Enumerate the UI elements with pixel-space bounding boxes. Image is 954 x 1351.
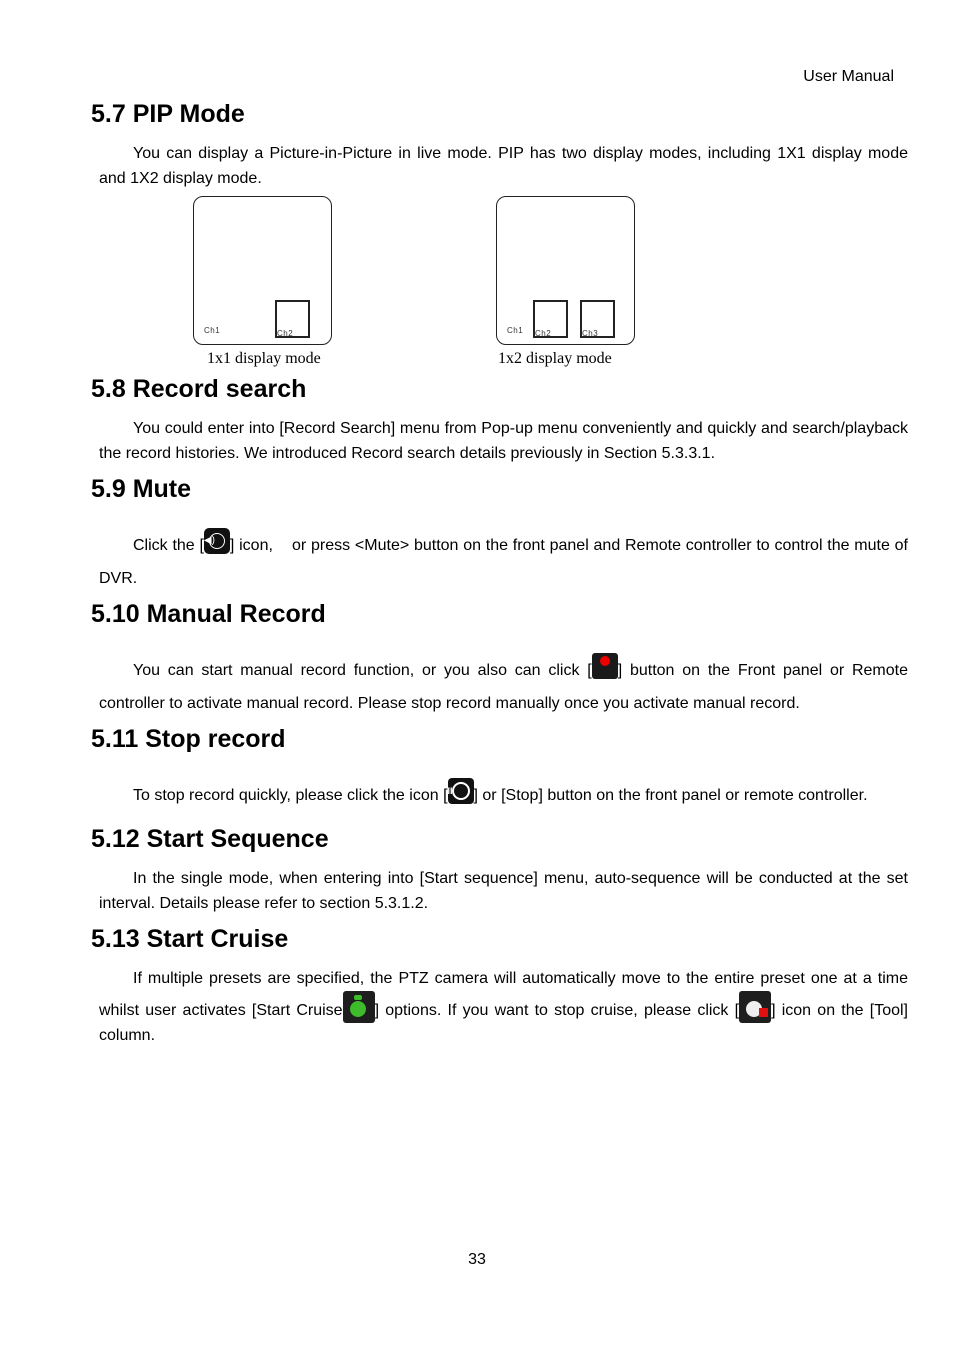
pip-window-ch2 <box>533 300 568 338</box>
pip-caption-1x1: 1x1 display mode <box>207 350 321 367</box>
pip-caption-1x2: 1x2 display mode <box>498 350 612 367</box>
pip-paragraph <box>99 141 908 191</box>
section-title-mute: 5.9 Mute <box>91 475 192 503</box>
manual-record-paragraph <box>99 653 908 720</box>
record-search-paragraph <box>99 416 908 466</box>
mute-paragraph <box>99 528 908 595</box>
section-title-record-search: 5.8 Record search <box>91 375 307 403</box>
stop-record-text-before: To stop record quickly, please click the icon [ <box>133 787 448 804</box>
stop-record-text-after: ] or [Stop] button on the front panel or remote controller. <box>473 787 868 804</box>
manual-record-text-after: ] button on the Front panel or Remote controller to activate manual record. Please stop record manually once you activate manual record. <box>99 662 909 712</box>
mute-text-after: ] icon, or press <Mute> button on the front panel and Remote controller to control the mute of DVR. <box>99 537 908 587</box>
start-sequence-paragraph <box>99 866 908 916</box>
running-header: User Manual <box>803 68 894 85</box>
cruise-stop-icon <box>739 991 771 1023</box>
ch3-label: Ch3 <box>582 329 599 338</box>
page-number: 33 <box>468 1251 486 1268</box>
pip-window-ch2 <box>275 300 310 338</box>
start-sequence-text: In the single mode, when entering into [Start sequence] menu, auto-sequence will be conducted at the set interval. Details please refer to section 5.3.1.2. <box>99 870 908 912</box>
record-icon <box>591 653 618 687</box>
manual-record-text-before: You can start manual record function, or you also can click [ <box>133 662 592 679</box>
section-title-pip: 5.7 PIP Mode <box>91 100 245 128</box>
start-cruise-text-3: ] icon on the [Tool] column. <box>99 1002 908 1044</box>
mute-text-before: Click the [ <box>133 537 204 554</box>
ch1-label: Ch1 <box>507 326 524 335</box>
record-search-text: You could enter into [Record Search] menu from Pop-up menu conveniently and quickly and search/playback the record histories. We introduced Record search details previously in Section 5.3.3.1. <box>99 420 908 462</box>
pip-diagram-1x1 <box>193 196 332 345</box>
pause-icon: II <box>448 778 474 804</box>
speaker-icon: ◀) <box>204 528 230 554</box>
section-title-start-sequence: 5.12 Start Sequence <box>91 825 329 853</box>
section-title-manual-record: 5.10 Manual Record <box>91 600 326 628</box>
section-title-start-cruise: 5.13 Start Cruise <box>91 925 289 953</box>
pip-window-ch3 <box>580 300 615 338</box>
ch1-label: Ch1 <box>204 326 221 335</box>
pip-diagram-1x2 <box>496 196 635 345</box>
start-cruise-text-1: If multiple presets are specified, the PTZ camera will automatically move to the entire preset one at a time whilst user activates [Start Cruise <box>99 970 908 1019</box>
cruise-start-icon <box>343 991 375 1023</box>
section-title-stop-record: 5.11 Stop record <box>91 725 286 753</box>
stop-record-paragraph <box>99 778 908 812</box>
ch2-label: Ch2 <box>277 329 294 338</box>
rec-label: REC <box>591 680 607 687</box>
start-cruise-text-2: ] options. If you want to stop cruise, please click [ <box>374 1002 740 1019</box>
ch2-label: Ch2 <box>535 329 552 338</box>
start-cruise-paragraph <box>99 966 908 1048</box>
pip-text: You can display a Picture-in-Picture in live mode. PIP has two display modes, including 1X1 display mode and 1X2 display mode. <box>99 145 908 187</box>
